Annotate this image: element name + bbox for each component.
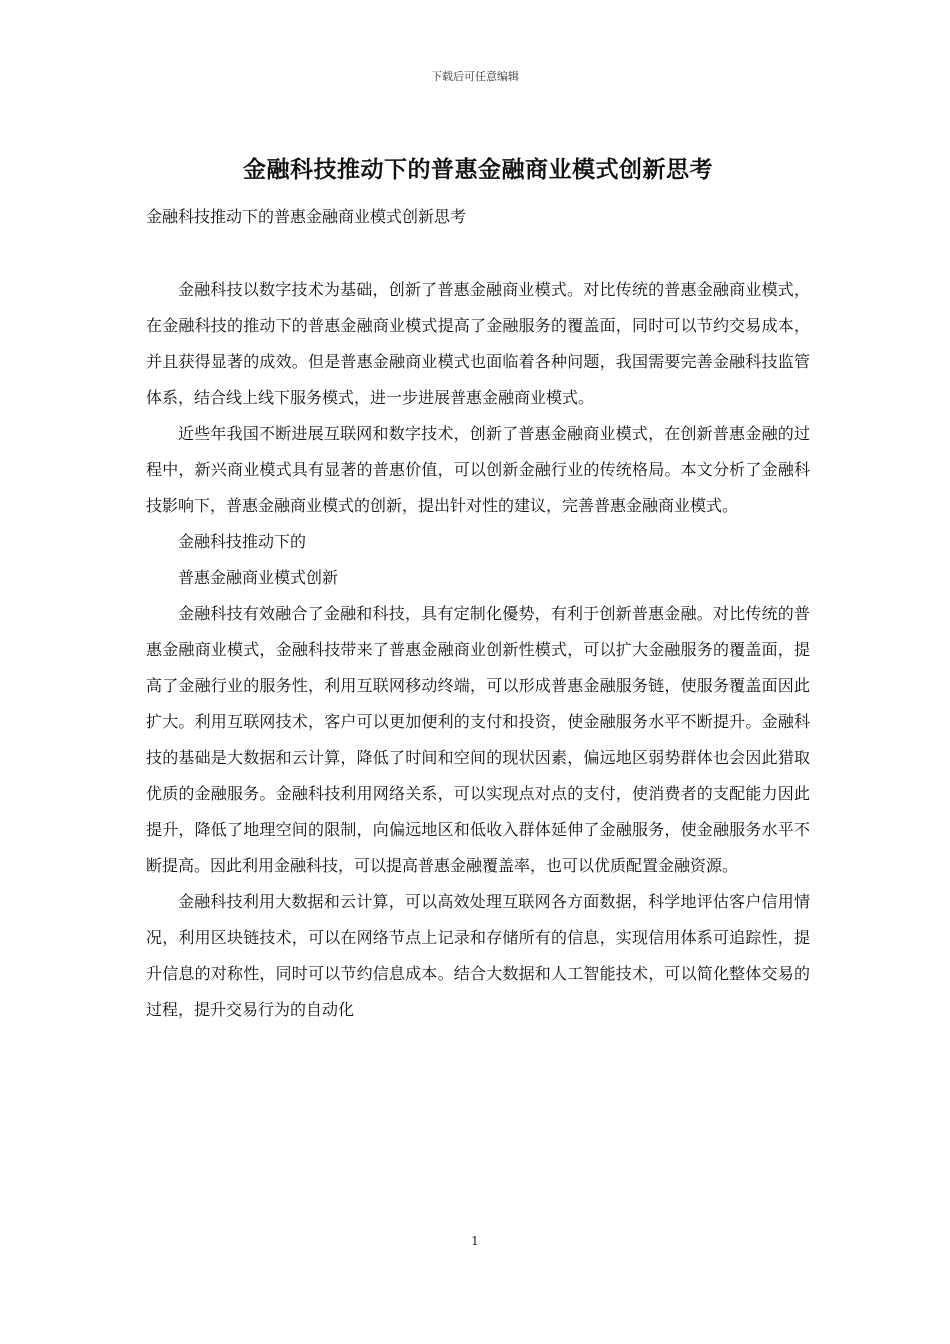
section-heading: 金融科技推动下的: [178, 532, 307, 551]
paragraph: 金融科技利用大数据和云计算，可以高效处理互联网各方面数据，科学地评估客户信用情况，利用区块链技术，可以在网络节点上记录和存储所有的信息，实现信用体系可追踪性，提升信息的对称性，同时可以节约信息成本。结合大数据和人工智能技术，可以简化整体交易的过程，提升交易行为的自动化: [146, 892, 810, 1019]
document-subtitle: 金融科技推动下的普惠金融商业模式创新思考: [146, 207, 467, 226]
paragraph: 金融科技以数字技术为基础，创新了普惠金融商业模式。对比传统的普惠金融商业模式，在金融科技的推动下的普惠金融商业模式提高了金融服务的覆盖面，同时可以节约交易成本，并且获得显著的成效。但是普惠金融商业模式也面临着各种问题，我国需要完善金融科技监管体系，结合线上线下服务模式，进一步进展普惠金融商业模式。: [146, 280, 810, 407]
page-number: 1: [471, 1234, 479, 1248]
paragraph: 金融科技有效融合了金融和科技，具有定制化優势，有利于创新普惠金融。对比传统的普惠金融商业模式，金融科技带来了普惠金融商业创新性模式，可以扩大金融服务的覆盖面，提高了金融行业的服务性，利用互联网移动终端，可以形成普惠金融服务链，使服务覆盖面因此扩大。利用互联网技术，客户可以更加便利的支付和投资，使金融服务水平不断提升。金融科技的基础是大数据和云计算，降低了时间和空间的现状因素，偏远地区弱势群体也会因此猎取优质的金融服务。金融科技利用网络关系，可以实现点对点的支付，使消费者的支配能力因此提升，降低了地理空间的限制，向偏远地区和低收入群体延伸了金融服务，使金融服务水平不断提高。因此利用金融科技，可以提高普惠金融覆盖率，也可以优质配置金融资源。: [146, 604, 810, 875]
section-heading: 普惠金融商业模式创新: [178, 568, 339, 587]
page-header: 下载后可任意编辑: [431, 70, 519, 83]
paragraph: 近些年我国不断进展互联网和数字技术，创新了普惠金融商业模式，在创新普惠金融的过程中，新兴商业模式具有显著的普惠价值，可以创新金融行业的传统格局。本文分析了金融科技影响下，普惠金融商业模式的创新，提出针对性的建议，完善普惠金融商业模式。: [146, 424, 810, 515]
document-title: 金融科技推动下的普惠金融商业模式创新思考: [243, 156, 713, 183]
document-body: [146, 148, 810, 1028]
